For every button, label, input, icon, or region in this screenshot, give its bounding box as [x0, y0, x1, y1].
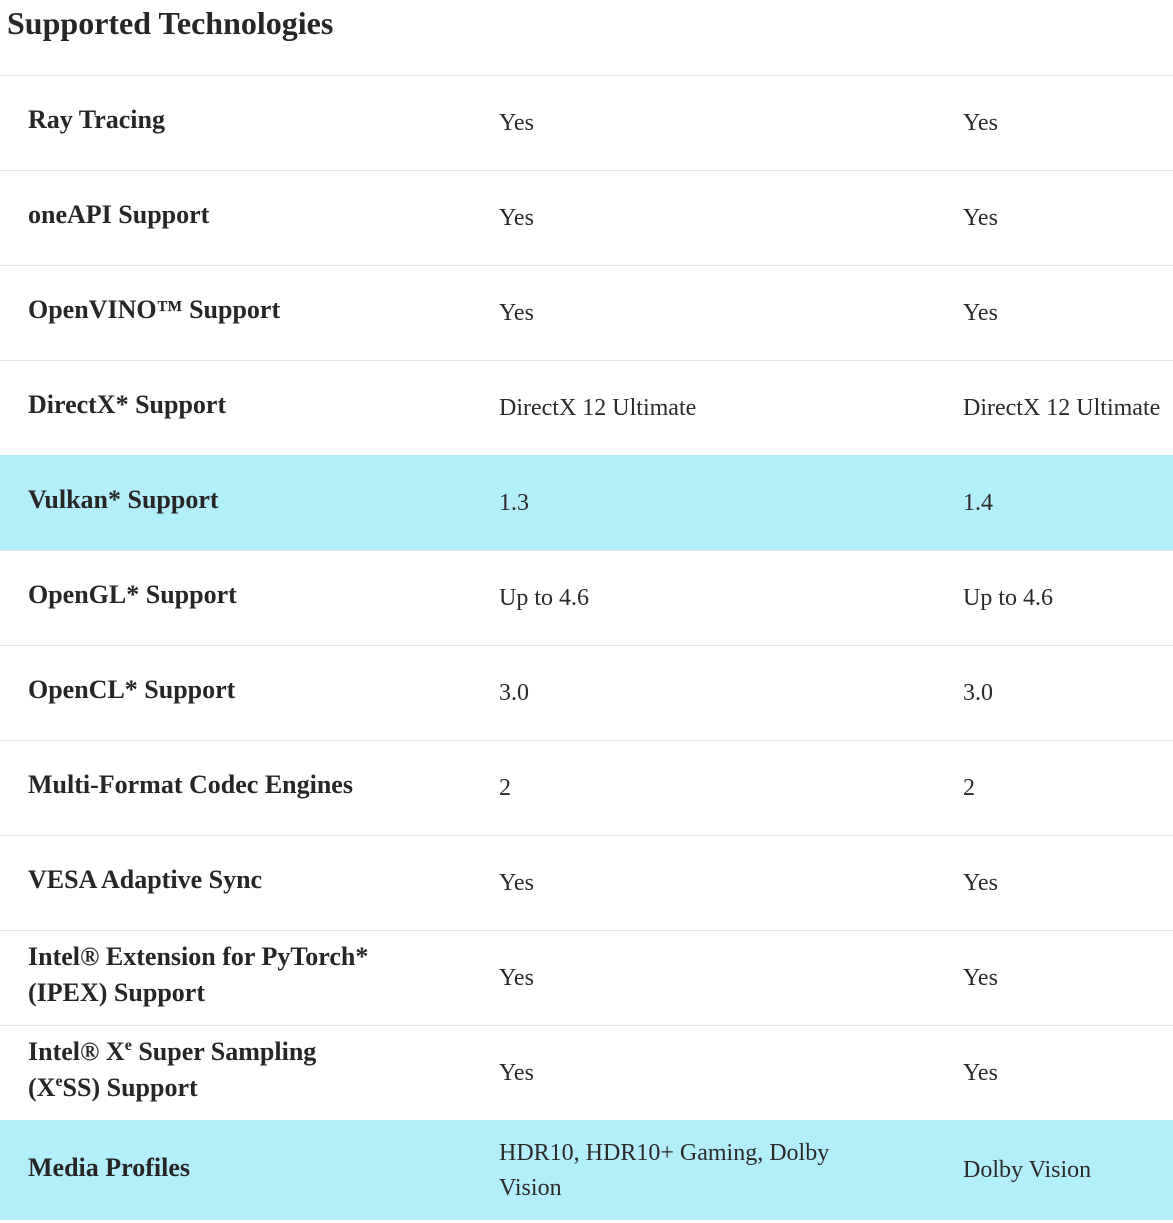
row-value-col1: 3.0: [499, 679, 529, 706]
superscript-e: e: [124, 1037, 132, 1054]
table-row-opencl: [0, 645, 1173, 740]
section-title: Supported Technologies: [7, 5, 334, 41]
table-row-vesa-adaptive-sync: [0, 835, 1173, 930]
row-value-col1: Yes: [499, 869, 534, 896]
row-value-col2: 1.4: [963, 489, 993, 516]
table-row-opengl: [0, 550, 1173, 645]
label-part: Intel® X: [28, 1037, 125, 1066]
superscript-e: e: [55, 1073, 63, 1090]
row-value-col1: Yes: [499, 109, 534, 136]
label-part: Super Sampling (X: [28, 1037, 317, 1102]
table-row-directx: [0, 360, 1173, 455]
row-value-col2: 3.0: [963, 679, 993, 706]
row-value-col1: Yes: [499, 204, 534, 231]
table-row-ipex: [0, 930, 1173, 1025]
row-value-col2: Yes: [963, 964, 998, 991]
label-part: SS) Support: [62, 1073, 198, 1102]
table-row-openvino: [0, 265, 1173, 360]
table-row-codec-engines: [0, 740, 1173, 835]
row-value-col1: Up to 4.6: [499, 584, 589, 611]
row-label: OpenGL* Support: [28, 580, 237, 609]
row-label: Media Profiles: [28, 1152, 190, 1182]
row-label: Vulkan* Support: [28, 485, 219, 514]
row-label: OpenVINO™ Support: [28, 295, 281, 324]
row-label: Multi-Format Codec Engines: [28, 770, 353, 799]
spec-table: [0, 75, 1173, 1220]
row-value-col1: Yes: [499, 964, 534, 991]
table-row-xess: [0, 1025, 1173, 1120]
row-value-col2: Dolby Vision: [963, 1157, 1092, 1183]
row-value-col2: Yes: [963, 1059, 998, 1086]
row-label: oneAPI Support: [28, 200, 210, 229]
table-row-oneapi: [0, 170, 1173, 265]
row-label: VESA Adaptive Sync: [28, 865, 263, 894]
row-value-col2: Up to 4.6: [963, 584, 1053, 611]
row-value-col2: DirectX 12 Ultimate: [963, 394, 1161, 421]
row-value-col1: 2: [499, 774, 511, 801]
row-label: Intel® Extension for PyTorch* (IPEX) Support: [28, 942, 369, 1007]
table-row-vulkan: [0, 455, 1173, 550]
row-value-col2: Yes: [963, 109, 998, 136]
table-row-media-profiles: [0, 1120, 1173, 1220]
row-label: DirectX* Support: [28, 390, 227, 419]
row-value-col1: Yes: [499, 299, 534, 326]
row-value-col2: 2: [963, 774, 975, 801]
row-value-col1: DirectX 12 Ultimate: [499, 394, 697, 421]
row-label: Ray Tracing: [28, 105, 165, 134]
row-value-col2: Yes: [963, 869, 998, 896]
row-value-col1: 1.3: [499, 489, 529, 516]
row-value-col2: Yes: [963, 299, 998, 326]
row-value-col1: HDR10, HDR10+ Gaming, Dolby Vision: [499, 1139, 830, 1201]
row-value-col1: Yes: [499, 1059, 534, 1086]
table-row-ray-tracing: [0, 75, 1173, 170]
row-label: OpenCL* Support: [28, 675, 236, 704]
row-label: [28, 1026, 368, 1120]
row-value-col2: Yes: [963, 204, 998, 231]
